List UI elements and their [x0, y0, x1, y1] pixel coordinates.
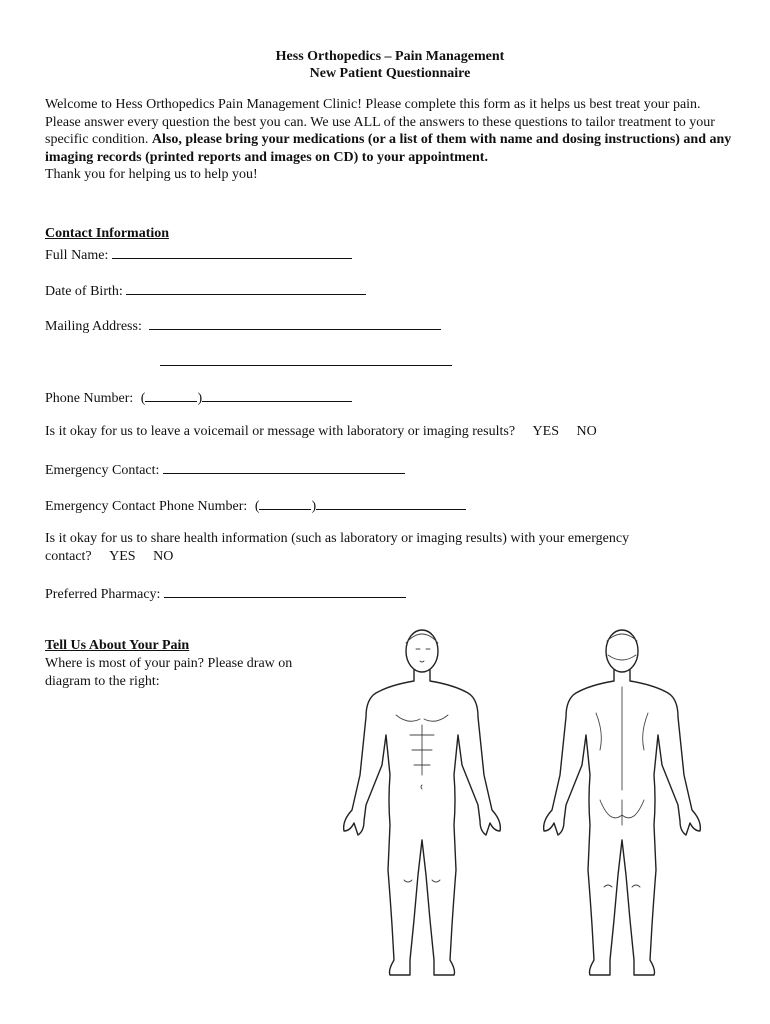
emergency-contact-field[interactable]: [163, 459, 405, 474]
share-no-option[interactable]: NO: [153, 549, 174, 564]
emergency-contact-row: [45, 459, 405, 480]
front-face: [416, 649, 430, 662]
address-row-2: [160, 351, 452, 372]
body-diagram-back[interactable]: [530, 625, 715, 985]
phone-area-code-field[interactable]: [145, 387, 197, 402]
intro-text: Welcome to Hess Orthopedics Pain Management Clinic! Please complete this form as it helps us best treat your pain. Please answer every question the best you can. We use ALL of the answers to these questions to tailor treatment to your specific condition.: [45, 97, 715, 147]
pain-question-line-1: Where is most of your pain? Please draw on: [45, 656, 293, 671]
emergency-phone-paren-open: (: [254, 499, 260, 514]
address-field-line-1[interactable]: [149, 315, 441, 330]
phone-number-field[interactable]: [202, 387, 352, 402]
back-glutes: [600, 800, 644, 825]
form-page: [45, 48, 735, 184]
address-row: [45, 315, 441, 336]
title-line-2: New Patient Questionnaire: [309, 66, 471, 81]
emergency-phone-label: Emergency Contact Phone Number:: [45, 499, 248, 514]
pain-heading: Tell Us About Your Pain: [45, 638, 190, 653]
dob-field[interactable]: [126, 280, 366, 295]
pain-question-line-2: diagram to the right:: [45, 674, 160, 689]
emergency-phone-paren-close: ): [311, 499, 317, 514]
dob-row: [45, 280, 366, 301]
intro-paragraph: [45, 96, 735, 184]
contact-heading: Contact Information: [45, 226, 170, 241]
front-figure-outline: [344, 630, 501, 975]
body-diagram-front[interactable]: [330, 625, 515, 985]
form-title: [45, 48, 735, 82]
voicemail-no-option[interactable]: NO: [576, 424, 597, 439]
share-question: [45, 530, 735, 566]
share-question-line-2-row: [45, 548, 735, 566]
front-chest: [396, 715, 448, 721]
full-name-row: [45, 244, 352, 265]
front-body-outline: [344, 670, 501, 975]
back-head: [606, 630, 638, 672]
front-knees: [404, 880, 440, 882]
back-knees: [604, 885, 640, 887]
share-question-line-1: Is it okay for us to share health information (such as laboratory or imaging results) with your emergency: [45, 531, 630, 546]
emergency-phone-number-field[interactable]: [316, 495, 466, 510]
full-name-field[interactable]: [112, 244, 352, 259]
intro-bold-text: Also, please bring your medications (or a list of them with name and dosing instructions) and any imaging records (printed reports and images on CD) to your appointment.: [45, 132, 732, 165]
pharmacy-row: [45, 583, 406, 604]
pain-question: [45, 655, 335, 691]
intro-thanks: Thank you for helping us to help you!: [45, 167, 258, 182]
back-figure-outline: [544, 630, 701, 975]
pharmacy-label: Preferred Pharmacy:: [45, 587, 161, 602]
voicemail-yes-option[interactable]: YES: [532, 424, 559, 439]
phone-paren-close: ): [197, 391, 203, 406]
phone-row: [45, 387, 352, 408]
share-yes-option[interactable]: YES: [109, 549, 136, 564]
phone-label: Phone Number:: [45, 391, 134, 406]
front-abdomen: [410, 725, 434, 775]
share-question-line-2: contact?: [45, 549, 92, 564]
front-navel: [421, 785, 422, 789]
address-field-line-2[interactable]: [160, 351, 452, 366]
address-label: Mailing Address:: [45, 319, 142, 334]
phone-paren-open: (: [140, 391, 146, 406]
full-name-label: Full Name:: [45, 248, 109, 263]
emergency-area-code-field[interactable]: [259, 495, 311, 510]
emergency-contact-label: Emergency Contact:: [45, 463, 160, 478]
title-line-1: Hess Orthopedics – Pain Management: [275, 49, 505, 64]
emergency-phone-row: [45, 495, 466, 516]
back-hair: [607, 634, 637, 660]
pharmacy-field[interactable]: [164, 583, 406, 598]
dob-label: Date of Birth:: [45, 284, 123, 299]
voicemail-question: Is it okay for us to leave a voicemail or message with laboratory or imaging results?: [45, 424, 516, 439]
voicemail-row: [45, 423, 597, 441]
front-head: [406, 630, 438, 672]
